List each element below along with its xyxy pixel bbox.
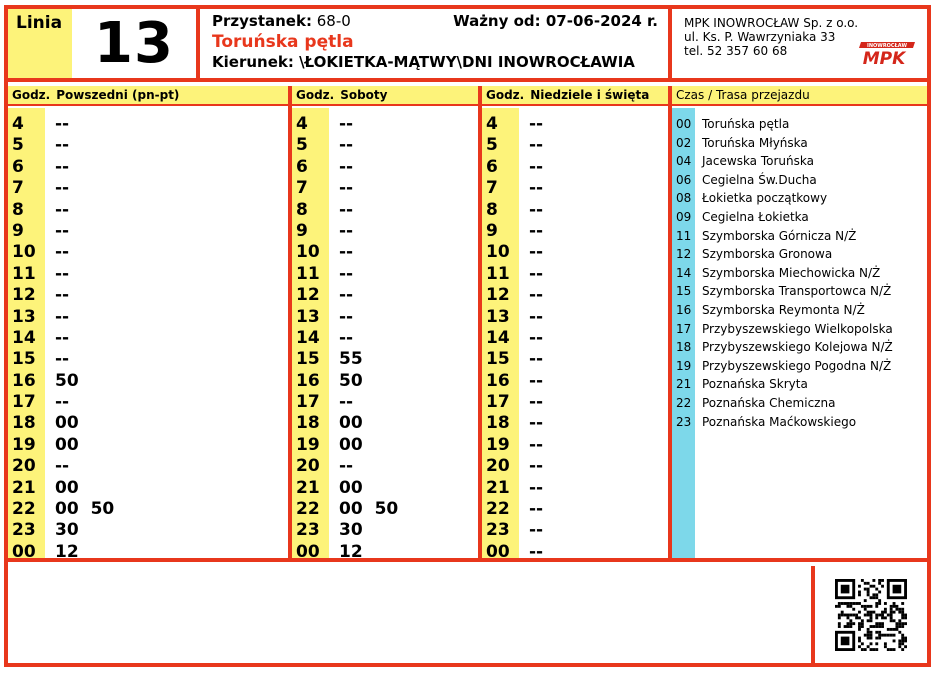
departure-row — [8, 328, 288, 349]
minutes: -- — [55, 392, 70, 413]
minutes: -- — [55, 178, 70, 199]
hour: 17 — [296, 392, 320, 413]
route-stop — [672, 320, 927, 339]
hour: 6 — [296, 156, 308, 177]
minutes: -- — [55, 327, 70, 348]
hour: 7 — [12, 178, 24, 199]
hour: 22 — [296, 499, 320, 520]
minutes: -- — [529, 263, 544, 284]
departure-row — [8, 178, 288, 199]
departure-row — [482, 349, 668, 370]
minutes: 12 — [339, 541, 363, 562]
hour: 11 — [296, 263, 320, 284]
hour: 7 — [296, 178, 308, 199]
travel-time: 22 — [676, 395, 692, 410]
departure-row — [482, 520, 668, 541]
route-stop — [672, 171, 927, 190]
minutes: -- — [55, 135, 70, 156]
hour: 6 — [486, 156, 498, 177]
route-stop — [672, 301, 927, 320]
minutes: -- — [529, 392, 544, 413]
hour: 8 — [486, 199, 498, 220]
stop-name: Toruńska pętla — [212, 32, 354, 52]
hour: 13 — [12, 306, 36, 327]
departure-row — [482, 456, 668, 477]
route-stops — [672, 115, 927, 431]
timetable-header — [8, 9, 927, 82]
hour: 7 — [486, 178, 498, 199]
departure-row — [8, 435, 288, 456]
minutes: -- — [529, 349, 544, 370]
route-stop — [672, 375, 927, 394]
hour: 20 — [12, 456, 36, 477]
stop-name: Szymborska Górnicza N/Ż — [702, 228, 857, 243]
departure-row — [292, 520, 478, 541]
travel-time: 08 — [676, 191, 692, 206]
minutes: -- — [529, 456, 544, 477]
departure-row — [292, 499, 478, 520]
minutes: -- — [55, 285, 70, 306]
departure-row — [482, 157, 668, 178]
line-number: 13 — [94, 11, 174, 76]
hour: 14 — [12, 327, 36, 348]
column-saturdays — [292, 86, 482, 562]
hour: 23 — [296, 520, 320, 541]
departure-row — [8, 456, 288, 477]
minutes: -- — [55, 349, 70, 370]
minutes: -- — [529, 242, 544, 263]
travel-time: 19 — [676, 358, 692, 373]
column-title: Powszedni (pn-pt) — [56, 88, 180, 102]
departure-rows — [482, 114, 668, 563]
hour: 19 — [12, 434, 36, 455]
hour: 12 — [12, 285, 36, 306]
hour: 16 — [296, 370, 320, 391]
minutes: -- — [339, 242, 354, 263]
hour: 00 — [296, 541, 320, 562]
stop-name: Szymborska Transportowca N/Ż — [702, 284, 892, 299]
hour: 10 — [486, 242, 510, 263]
company-name: MPK INOWROCŁAW Sp. z o.o. — [684, 16, 859, 30]
stop-info — [204, 9, 672, 78]
minutes: -- — [529, 156, 544, 177]
hour: 15 — [486, 349, 510, 370]
minutes: -- — [529, 520, 544, 541]
minutes: 12 — [55, 541, 79, 562]
departure-row — [482, 307, 668, 328]
departure-row — [482, 328, 668, 349]
minutes: 30 — [339, 520, 363, 541]
route-stop — [672, 264, 927, 283]
direction-label: Kierunek: — [212, 53, 294, 71]
hour: 15 — [296, 349, 320, 370]
travel-time: 04 — [676, 154, 692, 169]
departure-row — [8, 285, 288, 306]
departure-row — [292, 478, 478, 499]
route-stop — [672, 134, 927, 153]
departure-row — [482, 178, 668, 199]
departure-row — [482, 114, 668, 135]
hour: 9 — [12, 220, 24, 241]
hour: 00 — [12, 541, 36, 562]
stop-row — [212, 12, 668, 32]
stop-name: Poznańska Skryta — [702, 377, 808, 392]
hour: 8 — [12, 199, 24, 220]
travel-time: 17 — [676, 321, 692, 336]
stop-name: Szymborska Miechowicka N/Ż — [702, 265, 881, 280]
hour: 9 — [486, 220, 498, 241]
stop-name: Szymborska Reymonta N/Ż — [702, 302, 865, 317]
minutes: -- — [529, 178, 544, 199]
departure-row — [292, 349, 478, 370]
departure-row — [482, 285, 668, 306]
direction-value: \ŁOKIETKA-MĄTWY\DNI INOWROCŁAWIA — [299, 53, 635, 71]
travel-time: 09 — [676, 209, 692, 224]
hour: 4 — [296, 114, 308, 134]
hour: 11 — [486, 263, 510, 284]
minutes: -- — [529, 327, 544, 348]
logo-text: MPK — [862, 49, 906, 67]
departure-row — [8, 392, 288, 413]
departure-row — [292, 178, 478, 199]
departure-row — [482, 435, 668, 456]
qr-box — [811, 566, 927, 663]
departure-row — [292, 285, 478, 306]
minutes: -- — [55, 242, 70, 263]
hour: 20 — [296, 456, 320, 477]
line-box — [8, 9, 200, 78]
hour: 20 — [486, 456, 510, 477]
departure-row — [292, 371, 478, 392]
hour: 21 — [296, 477, 320, 498]
minutes: -- — [529, 477, 544, 498]
minutes: -- — [339, 199, 354, 220]
hour: 19 — [486, 434, 510, 455]
column-sundays — [482, 86, 672, 562]
minutes: 50 — [339, 370, 363, 391]
hour: 00 — [486, 541, 510, 562]
minutes: -- — [55, 199, 70, 220]
minutes: 00 — [55, 413, 79, 434]
minutes: 50 — [55, 370, 79, 391]
travel-time: 00 — [676, 117, 692, 131]
departure-row — [482, 135, 668, 156]
stop-name: Przybyszewskiego Pogodna N/Ż — [702, 358, 892, 373]
logo-small-text: INOWROCŁAW — [867, 43, 907, 49]
minutes: -- — [529, 199, 544, 220]
hour: 23 — [12, 520, 36, 541]
departure-row — [482, 413, 668, 434]
hour-header: Godz. — [296, 88, 335, 102]
departure-row — [482, 478, 668, 499]
travel-time: 02 — [676, 135, 692, 150]
departure-row — [8, 157, 288, 178]
departure-row — [482, 221, 668, 242]
departure-row — [8, 478, 288, 499]
minutes: -- — [339, 306, 354, 327]
departure-row — [292, 114, 478, 135]
route-stop — [672, 245, 927, 264]
minutes: 00 — [339, 413, 363, 434]
departure-row — [8, 307, 288, 328]
travel-time: 15 — [676, 284, 692, 299]
departure-row — [292, 542, 478, 563]
minutes: 00 — [55, 477, 79, 498]
departure-row — [8, 264, 288, 285]
departure-row — [8, 349, 288, 370]
hour: 14 — [296, 327, 320, 348]
departure-row — [8, 200, 288, 221]
minutes: 00 — [339, 434, 363, 455]
minutes: -- — [55, 156, 70, 177]
travel-time: 21 — [676, 377, 692, 392]
minutes: -- — [339, 285, 354, 306]
departure-row — [482, 392, 668, 413]
departure-row — [482, 264, 668, 285]
hour: 14 — [486, 327, 510, 348]
hour: 15 — [12, 349, 36, 370]
route-header: Czas / Trasa przejazdu — [672, 86, 927, 106]
hour: 22 — [12, 499, 36, 520]
departure-row — [8, 542, 288, 563]
stop-name: Jacewska Toruńska — [702, 154, 814, 169]
hour: 4 — [12, 114, 24, 134]
departure-row — [8, 499, 288, 520]
hour: 18 — [486, 413, 510, 434]
hour: 6 — [12, 156, 24, 177]
timetable-footer — [8, 566, 927, 663]
departure-row — [292, 157, 478, 178]
hour: 18 — [296, 413, 320, 434]
minutes: -- — [529, 220, 544, 241]
route-stop — [672, 413, 927, 432]
minutes: -- — [529, 434, 544, 455]
departure-row — [482, 542, 668, 563]
hour: 23 — [486, 520, 510, 541]
hour: 21 — [486, 477, 510, 498]
route-stop — [672, 227, 927, 246]
hour: 17 — [12, 392, 36, 413]
minutes: -- — [339, 178, 354, 199]
valid-from: Ważny od: 07-06-2024 r. — [453, 12, 658, 30]
departure-row — [482, 371, 668, 392]
stop-name: Łokietka początkowy — [702, 191, 828, 206]
hour: 12 — [486, 285, 510, 306]
stop-name: Toruńska pętla — [702, 117, 790, 131]
travel-time: 06 — [676, 172, 692, 187]
hour: 17 — [486, 392, 510, 413]
travel-time: 23 — [676, 414, 692, 429]
route-column — [672, 86, 927, 558]
departure-row — [292, 328, 478, 349]
route-stop — [672, 115, 927, 134]
stop-name: Poznańska Maćkowskiego — [702, 414, 857, 429]
minutes: 00 50 — [55, 499, 115, 520]
hour: 10 — [12, 242, 36, 263]
route-stop — [672, 357, 927, 376]
hour-header: Godz. — [12, 88, 51, 102]
stop-name: Szymborska Gronowa — [702, 247, 833, 262]
hour: 5 — [486, 135, 498, 156]
departure-row — [8, 114, 288, 135]
hour: 16 — [486, 370, 510, 391]
minutes: -- — [339, 456, 354, 477]
route-stop — [672, 282, 927, 301]
minutes: -- — [339, 327, 354, 348]
route-stop — [672, 189, 927, 208]
travel-time: 16 — [676, 302, 692, 317]
minutes: 00 — [339, 477, 363, 498]
travel-time: 14 — [676, 265, 692, 280]
company-phone: tel. 52 357 60 68 — [684, 44, 788, 58]
minutes: -- — [55, 114, 70, 134]
hour: 22 — [486, 499, 510, 520]
departure-row — [292, 413, 478, 434]
stop-name: Przybyszewskiego Wielkopolska — [702, 321, 893, 336]
minutes: -- — [339, 263, 354, 284]
route-stop — [672, 152, 927, 171]
stop-code: 68-0 — [316, 12, 351, 30]
route-stop — [672, 338, 927, 357]
company-info — [676, 9, 927, 78]
stop-name: Cegielna Łokietka — [702, 209, 809, 224]
minutes: -- — [529, 306, 544, 327]
column-title: Niedziele i święta — [530, 88, 650, 102]
line-label: Linia — [8, 9, 72, 78]
departure-row — [292, 135, 478, 156]
route-stop — [672, 394, 927, 413]
hour: 16 — [12, 370, 36, 391]
minutes: -- — [529, 285, 544, 306]
hour: 5 — [296, 135, 308, 156]
route-stop — [672, 208, 927, 227]
hour: 12 — [296, 285, 320, 306]
departure-row — [292, 200, 478, 221]
hour: 21 — [12, 477, 36, 498]
travel-time: 18 — [676, 340, 692, 355]
minutes: -- — [339, 392, 354, 413]
departure-row — [8, 520, 288, 541]
minutes: 00 — [55, 434, 79, 455]
departure-row — [292, 435, 478, 456]
departure-row — [8, 242, 288, 263]
minutes: -- — [529, 541, 544, 562]
timetable-frame — [4, 5, 931, 667]
column-header — [292, 86, 478, 106]
column-weekdays — [8, 86, 292, 562]
departure-row — [292, 307, 478, 328]
hour: 11 — [12, 263, 36, 284]
minutes: 55 — [339, 349, 363, 370]
minutes: -- — [55, 220, 70, 241]
stop-name: Cegielna Św.Ducha — [702, 172, 817, 187]
column-header — [482, 86, 668, 106]
departure-row — [8, 413, 288, 434]
minutes: -- — [339, 135, 354, 156]
column-header — [8, 86, 288, 106]
hour-header: Godz. — [486, 88, 525, 102]
minutes: -- — [529, 413, 544, 434]
hour: 19 — [296, 434, 320, 455]
departure-row — [8, 371, 288, 392]
departure-rows — [8, 114, 288, 563]
departure-row — [8, 221, 288, 242]
departure-row — [8, 135, 288, 156]
stop-name: Toruńska Młyńska — [702, 135, 808, 150]
departure-row — [292, 392, 478, 413]
direction — [212, 52, 668, 72]
minutes: -- — [529, 135, 544, 156]
hour: 13 — [486, 306, 510, 327]
departure-row — [292, 221, 478, 242]
hour: 18 — [12, 413, 36, 434]
minutes: 00 50 — [339, 499, 399, 520]
minutes: -- — [529, 499, 544, 520]
travel-time: 12 — [676, 247, 692, 262]
minutes: -- — [529, 114, 544, 134]
minutes: -- — [339, 220, 354, 241]
minutes: -- — [55, 306, 70, 327]
minutes: -- — [339, 156, 354, 177]
hour: 13 — [296, 306, 320, 327]
stop-name: Poznańska Chemiczna — [702, 395, 836, 410]
stop-label: Przystanek: — [212, 12, 312, 30]
stop-name: Przybyszewskiego Kolejowa N/Ż — [702, 340, 893, 355]
minutes: -- — [55, 456, 70, 477]
departure-row — [482, 499, 668, 520]
company-address: ul. Ks. P. Wawrzyniaka 33 — [684, 30, 836, 44]
minutes: -- — [339, 114, 354, 134]
departure-row — [292, 242, 478, 263]
mpk-logo — [851, 39, 915, 67]
hour: 5 — [12, 135, 24, 156]
timetable-columns — [8, 86, 927, 562]
departure-row — [482, 242, 668, 263]
hour: 9 — [296, 220, 308, 241]
travel-time: 11 — [676, 228, 692, 243]
hour: 8 — [296, 199, 308, 220]
hour: 4 — [486, 114, 498, 134]
departure-row — [292, 264, 478, 285]
hour: 10 — [296, 242, 320, 263]
minutes: -- — [529, 370, 544, 391]
minutes: -- — [55, 263, 70, 284]
departure-rows — [292, 114, 478, 563]
minutes: 30 — [55, 520, 79, 541]
qr-code[interactable] — [835, 579, 907, 651]
column-title: Soboty — [340, 88, 388, 102]
departure-row — [292, 456, 478, 477]
departure-row — [482, 200, 668, 221]
